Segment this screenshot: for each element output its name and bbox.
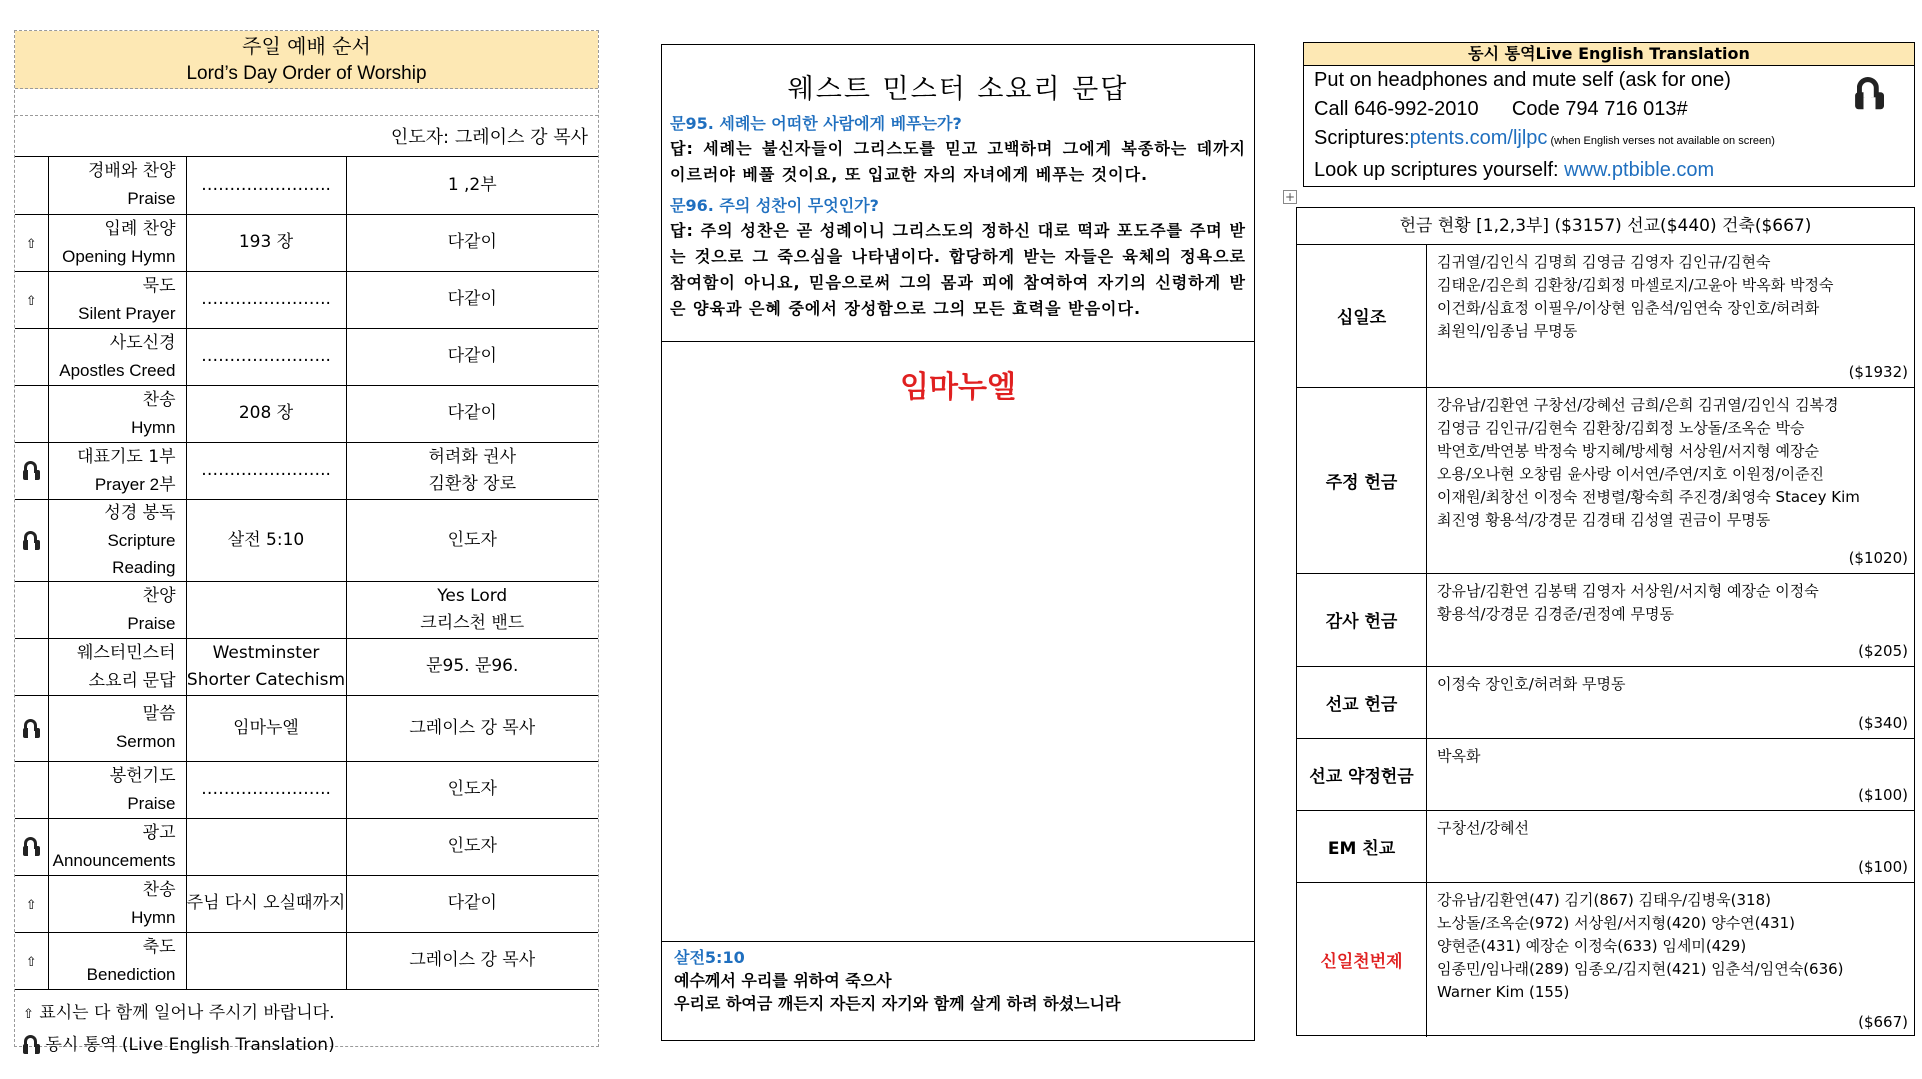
notes bbox=[15, 990, 598, 1069]
order-name-ko: 봉헌기도 bbox=[109, 765, 176, 786]
order-name-ko: 찬양 bbox=[142, 585, 176, 606]
offering-row bbox=[1297, 882, 1914, 1037]
offering-names bbox=[1427, 666, 1915, 738]
stand-icon: ⇧ bbox=[25, 897, 37, 913]
order-row bbox=[15, 271, 598, 328]
order-leader bbox=[346, 761, 598, 818]
offering-amount: ($205) bbox=[1858, 641, 1908, 660]
offering-row bbox=[1297, 573, 1914, 666]
order-name-ko: 묵도 bbox=[142, 275, 176, 296]
order-detail-text: 임마누엘 bbox=[233, 717, 299, 738]
order-leader-text: 허려화 권사 bbox=[428, 446, 516, 467]
order-row bbox=[15, 818, 598, 875]
scriptures-note: (when English verses not available on screen) bbox=[1547, 135, 1775, 147]
order-leader bbox=[346, 695, 598, 761]
order-name-ko: 광고 bbox=[142, 822, 176, 843]
order-detail-text: 193 장 bbox=[238, 232, 294, 252]
order-leader bbox=[346, 818, 598, 875]
order-name bbox=[48, 761, 186, 818]
stand-icon: ⇧ bbox=[23, 1006, 34, 1022]
sermon-title: 임마누엘 bbox=[900, 370, 1016, 405]
order-name-ko: 입례 찬양 bbox=[104, 218, 176, 239]
order-leader-text: 다같이 bbox=[447, 289, 497, 309]
order-leader-text-2: 김환창 장로 bbox=[428, 473, 516, 494]
order-mark bbox=[15, 638, 48, 695]
order-leader-text: 다같이 bbox=[447, 346, 497, 366]
order-row bbox=[15, 581, 598, 638]
order-row bbox=[15, 875, 598, 932]
headphone-icon bbox=[23, 837, 40, 856]
order-leader bbox=[346, 214, 598, 271]
offering-category: 감사 헌금 bbox=[1297, 573, 1427, 666]
offering-names-line: 김귀열/김인식 김명희 김영금 김영자 김인규/김현숙 bbox=[1437, 253, 1771, 271]
order-mark bbox=[15, 442, 48, 499]
order-mark bbox=[15, 385, 48, 442]
order-detail-text: Westminster bbox=[212, 642, 320, 663]
translation-line-2: Call 646-992-2010 Code 794 716 013# bbox=[1314, 98, 1688, 120]
offering-names-line: 최진영 황용석/강경문 김경태 김성열 권금이 무명동 bbox=[1437, 510, 1771, 529]
order-mark bbox=[15, 499, 48, 581]
order-name-ko: 찬송 bbox=[142, 879, 176, 900]
order-detail-text: 살전 5:10 bbox=[227, 529, 305, 550]
order-detail bbox=[186, 818, 346, 875]
order-leader bbox=[346, 442, 598, 499]
order-title-en: Lord’s Day Order of Worship bbox=[186, 62, 427, 84]
order-leader bbox=[346, 581, 598, 638]
translation-panel bbox=[1303, 42, 1915, 187]
order-leader-text: 그레이스 강 목사 bbox=[409, 717, 536, 738]
verse-line-1: 예수께서 우리를 위하여 죽으사 bbox=[674, 971, 892, 990]
offering-names-line: 임종민/임나래(289) 임종오/김지현(421) 임춘석/임연숙(636) bbox=[1437, 959, 1844, 978]
order-name-ko: 성경 봉독 bbox=[104, 502, 176, 523]
order-name-en: Hymn bbox=[131, 907, 176, 927]
order-row bbox=[15, 442, 598, 499]
order-name bbox=[48, 638, 186, 695]
question-95: 문95. 세례는 어떠한 사람에게 베푸는가? bbox=[670, 114, 962, 133]
order-leader bbox=[346, 385, 598, 442]
offering-names-line: Warner Kim (155) bbox=[1437, 982, 1570, 1001]
order-name-en: Praise bbox=[127, 613, 176, 633]
order-leader-text: 인도자 bbox=[447, 529, 497, 550]
order-leader-text: 인도자 bbox=[447, 779, 497, 799]
order-detail bbox=[186, 442, 346, 499]
order-detail bbox=[186, 581, 346, 638]
order-detail-text: ………………….. bbox=[201, 289, 331, 309]
order-name bbox=[48, 442, 186, 499]
order-row bbox=[15, 638, 598, 695]
order-name-en: Benediction bbox=[86, 964, 176, 984]
offering-names-line: 황용석/강경문 김경준/권정예 무명동 bbox=[1437, 604, 1674, 623]
order-name-ko: 대표기도 1부 bbox=[77, 446, 176, 467]
order-leader-text: Yes Lord bbox=[437, 585, 508, 606]
order-name-en: Sermon bbox=[115, 732, 176, 751]
order-name-en: Scripture Reading bbox=[107, 530, 176, 577]
offering-row bbox=[1297, 738, 1914, 810]
offering-table bbox=[1297, 245, 1914, 1037]
order-name-en: Praise bbox=[127, 793, 176, 813]
order-name-ko: 사도신경 bbox=[109, 332, 176, 353]
offering-names-line: 강유남/김환연(47) 김기(867) 김태우/김병욱(318) bbox=[1437, 890, 1771, 909]
offering-names-line: 최원익/임종님 무명동 bbox=[1437, 322, 1578, 340]
order-row bbox=[15, 385, 598, 442]
order-detail-text: 주님 다시 오실때까지 bbox=[186, 893, 346, 913]
note-stand bbox=[23, 998, 590, 1030]
order-mark bbox=[15, 214, 48, 271]
order-name-en: Apostles Creed bbox=[59, 360, 176, 380]
order-leader bbox=[346, 328, 598, 385]
verse-line-2: 우리로 하여금 깨든지 자든지 자기와 함께 살게 하려 하셨느니라 bbox=[674, 994, 1121, 1013]
order-row bbox=[15, 214, 598, 271]
order-of-worship-panel bbox=[14, 30, 599, 1055]
order-detail bbox=[186, 695, 346, 761]
order-mark bbox=[15, 875, 48, 932]
order-row bbox=[15, 932, 598, 989]
order-row bbox=[15, 328, 598, 385]
translation-line-3 bbox=[1304, 124, 1914, 156]
order-detail bbox=[186, 761, 346, 818]
offering-amount: ($1020) bbox=[1848, 548, 1908, 567]
order-mark bbox=[15, 157, 48, 214]
note-translation bbox=[23, 1030, 590, 1061]
order-detail bbox=[186, 499, 346, 581]
offering-names-line: 강유남/김환연 김봉택 김영자 서상원/서지형 예장순 이정숙 bbox=[1437, 581, 1819, 600]
order-leader-text: 문95. 문96. bbox=[426, 656, 519, 676]
order-table bbox=[15, 157, 598, 990]
ptbible-link[interactable]: www.ptbible.com bbox=[1564, 159, 1715, 181]
order-detail bbox=[186, 385, 346, 442]
order-name-en: 소요리 문답 bbox=[88, 670, 176, 690]
order-name bbox=[48, 581, 186, 638]
order-leader-text-2: 크리스천 밴드 bbox=[420, 612, 525, 633]
offering-names-line: 오용/오나현 오창림 윤사랑 이서연/주연/지호 이원정/이준진 bbox=[1437, 464, 1825, 483]
scriptures-label: Scriptures: bbox=[1314, 127, 1410, 149]
offering-category: EM 친교 bbox=[1297, 810, 1427, 882]
order-name-ko: 경배와 찬양 bbox=[87, 161, 176, 182]
offering-names-line: 이정숙 장인호/허려화 무명동 bbox=[1437, 674, 1626, 693]
offering-names-line: 이재원/최창선 이정숙 전병렬/황숙희 주진경/최영숙 Stacey Kim bbox=[1437, 487, 1860, 506]
offering-names bbox=[1427, 882, 1915, 1037]
order-leader-text: 다같이 bbox=[447, 893, 497, 913]
order-title bbox=[15, 31, 598, 89]
order-mark bbox=[15, 328, 48, 385]
order-row bbox=[15, 499, 598, 581]
offering-category: 십일조 bbox=[1297, 245, 1427, 387]
offering-names-line: 양현준(431) 예장순 이정숙(633) 임세미(429) bbox=[1437, 936, 1747, 955]
order-name bbox=[48, 875, 186, 932]
offering-header: 헌금 현황 [1,2,3부] ($3157) 선교($440) 건축($667) bbox=[1297, 208, 1914, 245]
order-name-ko: 말씀 bbox=[142, 704, 176, 724]
order-name-en: Hymn bbox=[131, 417, 176, 437]
order-leader-text: 인도자 bbox=[447, 836, 497, 856]
table-move-handle-icon[interactable]: + bbox=[1284, 190, 1296, 204]
order-detail bbox=[186, 932, 346, 989]
offering-amount: ($340) bbox=[1858, 713, 1908, 732]
scriptures-link[interactable]: ptents.com/ljlpc bbox=[1409, 127, 1548, 149]
order-name bbox=[48, 328, 186, 385]
order-leader-text: 다같이 bbox=[447, 232, 497, 252]
order-mark bbox=[15, 932, 48, 989]
order-detail-text: 208 장 bbox=[238, 403, 294, 423]
headphone-icon bbox=[1855, 77, 1884, 109]
offering-names-line: 강유남/김환연 구창선/강혜선 금희/은희 김귀열/김인식 김복경 bbox=[1437, 395, 1839, 414]
order-title-ko: 주일 예배 순서 bbox=[242, 33, 371, 58]
order-name-en: Praise bbox=[127, 189, 176, 209]
offering-names bbox=[1427, 738, 1915, 810]
offering-row bbox=[1297, 387, 1914, 573]
order-name bbox=[48, 271, 186, 328]
answer-95: 답: 세례는 불신자들이 그리스도를 믿고 고백하며 그에게 복종하는 데까지 이르러야 베풀 것이요, 또 입교한 자의 자녀에게 베푸는 것이다. bbox=[670, 139, 1246, 184]
order-row bbox=[15, 157, 598, 214]
translation-line-4 bbox=[1304, 156, 1914, 185]
stand-icon: ⇧ bbox=[25, 293, 37, 309]
offering-row bbox=[1297, 810, 1914, 882]
order-name-en: Prayer 2부 bbox=[94, 474, 176, 494]
order-detail-text: ………………….. bbox=[201, 346, 331, 366]
stand-icon: ⇧ bbox=[25, 236, 37, 252]
order-leader bbox=[346, 157, 598, 214]
offering-amount: ($1932) bbox=[1848, 362, 1908, 381]
order-mark bbox=[15, 271, 48, 328]
order-name-en: Opening Hymn bbox=[62, 246, 176, 266]
order-detail bbox=[186, 328, 346, 385]
offering-category: 선교 약정헌금 bbox=[1297, 738, 1427, 810]
order-detail bbox=[186, 638, 346, 695]
order-leader-text: 그레이스 강 목사 bbox=[409, 950, 536, 970]
offering-amount: ($100) bbox=[1858, 785, 1908, 804]
headphone-icon bbox=[23, 719, 40, 738]
sermon-section bbox=[662, 342, 1254, 942]
offering-category: 주정 헌금 bbox=[1297, 387, 1427, 573]
order-leader-text: 1 ,2부 bbox=[447, 174, 497, 195]
order-name bbox=[48, 499, 186, 581]
order-name-en: Silent Prayer bbox=[78, 303, 176, 323]
order-mark bbox=[15, 818, 48, 875]
order-leader bbox=[346, 638, 598, 695]
leader-line: 인도자: 그레이스 강 목사 bbox=[15, 116, 598, 157]
order-leader bbox=[346, 499, 598, 581]
catechism-panel bbox=[661, 44, 1255, 1041]
order-name bbox=[48, 157, 186, 214]
order-name bbox=[48, 932, 186, 989]
note-stand-text: 표시는 다 함께 일어나 주시기 바랍니다. bbox=[39, 1002, 335, 1023]
offering-names-line: 박옥화 bbox=[1437, 746, 1481, 765]
order-detail bbox=[186, 875, 346, 932]
order-leader bbox=[346, 875, 598, 932]
order-detail-text: ………………….. bbox=[201, 779, 331, 799]
verse-section bbox=[662, 942, 1254, 1019]
offering-names bbox=[1427, 245, 1915, 387]
order-name bbox=[48, 214, 186, 271]
order-leader bbox=[346, 271, 598, 328]
order-mark bbox=[15, 581, 48, 638]
lookup-label: Look up scriptures yourself: bbox=[1314, 159, 1565, 181]
headphone-icon bbox=[23, 531, 40, 550]
order-row bbox=[15, 695, 598, 761]
order-detail-text: ………………….. bbox=[201, 174, 331, 195]
translation-header: 동시 통역Live English Translation bbox=[1304, 43, 1914, 66]
stand-icon: ⇧ bbox=[25, 954, 37, 970]
headphone-icon bbox=[23, 461, 40, 480]
offering-amount: ($667) bbox=[1858, 1013, 1908, 1031]
order-name-ko: 웨스터민스터 bbox=[76, 642, 176, 663]
offering-names-line: 구창선/강혜선 bbox=[1437, 818, 1529, 837]
order-name-ko: 찬송 bbox=[142, 389, 176, 410]
translation-line-1: Put on headphones and mute self (ask for one) bbox=[1314, 69, 1731, 91]
order-mark bbox=[15, 761, 48, 818]
blank-row bbox=[15, 89, 598, 116]
offering-row bbox=[1297, 666, 1914, 738]
order-name-ko: 축도 bbox=[142, 936, 176, 957]
answer-96: 답: 주의 성찬은 곧 성례이니 그리스도의 정하신 대로 떡과 포도주를 주며 받는 것으로 그 죽으심을 나타냄이다. 합당하게 받는 자들은 육체의 정욕으로 참여함이 아니요, 믿음으로써 그의 몸과 피에 참여하여 자기의 신령하게 받은 양육과 은혜 중에서 장성함으로 그의 모든 효력을 받음이다. bbox=[670, 221, 1246, 318]
order-mark bbox=[15, 695, 48, 761]
order-name bbox=[48, 818, 186, 875]
order-row bbox=[15, 761, 598, 818]
order-detail-text: ………………….. bbox=[201, 460, 331, 480]
order-detail bbox=[186, 157, 346, 214]
offering-names bbox=[1427, 387, 1915, 573]
verse-ref: 살전5:10 bbox=[674, 948, 745, 967]
offering-category: 신일천번제 bbox=[1297, 882, 1427, 1037]
order-name-en: Announcements bbox=[52, 850, 176, 870]
offering-category: 선교 헌금 bbox=[1297, 666, 1427, 738]
order-detail bbox=[186, 271, 346, 328]
offering-row bbox=[1297, 245, 1914, 387]
offering-names bbox=[1427, 810, 1915, 882]
order-leader-text: 다같이 bbox=[447, 403, 497, 423]
offering-names-line: 김영금 김인규/김현숙 김환창/김회정 노상돌/조옥순 박승 bbox=[1437, 418, 1805, 437]
offering-amount: ($100) bbox=[1858, 857, 1908, 876]
order-detail bbox=[186, 214, 346, 271]
offering-panel bbox=[1296, 207, 1915, 1036]
order-leader bbox=[346, 932, 598, 989]
offering-names-line: 이건화/심효정 이필우/이상현 임춘석/임연숙 장인호/허려화 bbox=[1437, 299, 1820, 317]
note-translation-text: 동시 통역 (Live English Translation) bbox=[45, 1034, 335, 1055]
order-name bbox=[48, 695, 186, 761]
offering-names bbox=[1427, 573, 1915, 666]
offering-names-line: 김태운/김은희 김환창/김회정 마셀로지/고윤아 박옥화 박정숙 bbox=[1437, 276, 1834, 294]
order-detail-text-2: Shorter Catechism bbox=[186, 669, 346, 690]
question-96: 문96. 주의 성찬이 무엇인가? bbox=[670, 196, 879, 215]
catechism-title: 웨스트 민스터 소요리 문답 bbox=[787, 74, 1129, 105]
offering-names-line: 박연호/박연봉 박정숙 방지혜/방세형 서상원/서지형 예장순 bbox=[1437, 441, 1819, 460]
order-name bbox=[48, 385, 186, 442]
offering-names-line: 노상돌/조옥순(972) 서상원/서지형(420) 양수연(431) bbox=[1437, 913, 1795, 932]
catechism-section bbox=[662, 45, 1254, 342]
headphone-icon bbox=[23, 1035, 40, 1054]
